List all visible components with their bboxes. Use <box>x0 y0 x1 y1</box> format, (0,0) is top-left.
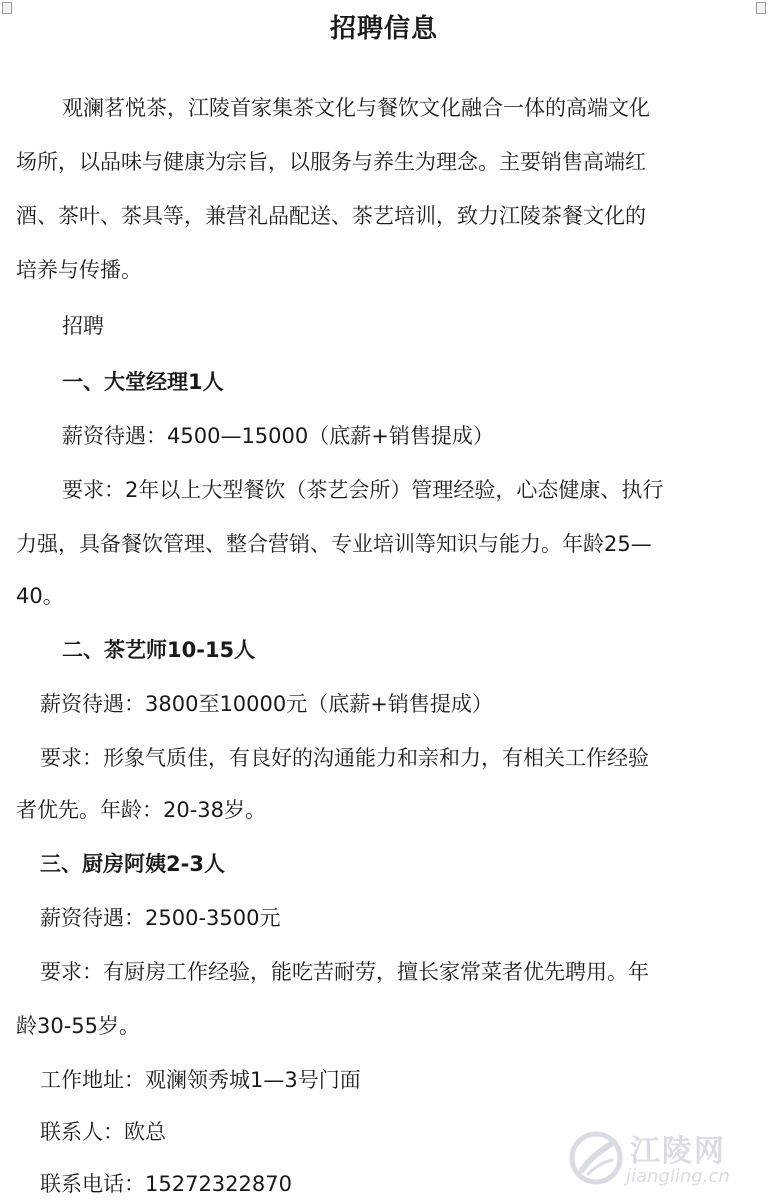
contact-person: 联系人：欧总 <box>40 1120 166 1144</box>
page-title: 招聘信息 <box>329 14 438 44</box>
contact-address: 工作地址：观澜领秀城1—3号门面 <box>40 1068 361 1092</box>
watermark-name: 江陵网 <box>630 1134 726 1169</box>
job2-salary: 薪资待遇：3800至10000元（底薪+销售提成） <box>40 692 493 716</box>
job2-req-line-2: 者优先。年龄：20-38岁。 <box>16 798 267 822</box>
job1-req-line-3: 40。 <box>16 584 64 608</box>
job1-title: 一、大堂经理1人 <box>62 370 224 394</box>
intro-line-1: 观澜茗悦茶，江陵首家集茶文化与餐饮文化融合一体的高端文化 <box>62 96 650 120</box>
intro-line-3: 酒、茶叶、茶具等，兼营礼品配送、茶艺培训，致力江陵茶餐文化的 <box>16 204 646 228</box>
job1-salary: 薪资待遇：4500—15000（底薪+销售提成） <box>62 424 494 448</box>
job1-req-line-1: 要求：2年以上大型餐饮（茶艺会所）管理经验，心态健康、执行 <box>62 478 664 502</box>
job3-req-line-2: 龄30-55岁。 <box>16 1014 141 1038</box>
job3-salary: 薪资待遇：2500-3500元 <box>40 906 281 930</box>
recruit-label: 招聘 <box>62 314 104 338</box>
watermark-domain: jiangling.cn <box>626 1166 730 1187</box>
job3-title: 三、厨房阿姨2-3人 <box>40 852 225 876</box>
watermark <box>560 1122 760 1192</box>
job2-title: 二、茶艺师10-15人 <box>62 638 256 662</box>
jiangling-logo-icon <box>568 1130 624 1186</box>
job3-req-line-1: 要求：有厨房工作经验，能吃苦耐劳，擅长家常菜者优先聘用。年 <box>40 960 649 984</box>
job2-req-line-1: 要求：形象气质佳，有良好的沟通能力和亲和力，有相关工作经验 <box>40 746 649 770</box>
contact-phone: 联系电话：15272322870 <box>40 1172 292 1196</box>
job1-req-line-2: 力强，具备餐饮管理、整合营销、专业培训等知识与能力。年龄25— <box>16 532 652 556</box>
intro-line-2: 场所，以品味与健康为宗旨，以服务与养生为理念。主要销售高端红 <box>16 150 646 174</box>
intro-line-4: 培养与传播。 <box>16 258 142 282</box>
